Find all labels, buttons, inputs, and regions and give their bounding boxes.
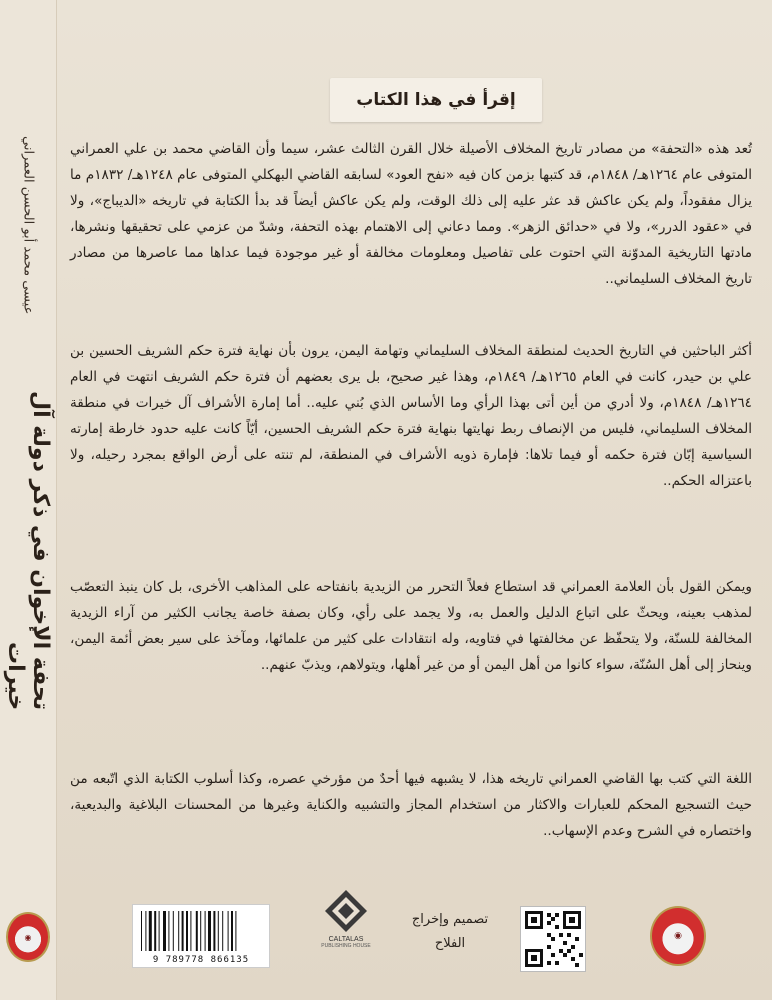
design-credit	[402, 908, 498, 956]
paragraph-2: أكثر الباحثين في التاريخ الحديث لمنطقة المخلاف السليماني وتهامة اليمن، يرون بأن نهاية فترة حكم الشريف الحسين بن علي بن حيدر، كانت في العام ١٢٦٥هـ/ ١٨٤٩م، وهذا غير صحيح، بل يرى بعضهم أن فترة حكم الشريف انتهت في العام ١٢٦٤هـ/ ١٨٤٨م، ولا أدري من أين أتى بهذا الرأي وما الأساس الذي بُني عليه.. أما إمارة الأشراف آل خيرات في منطقة المخلاف السليماني، فليس من الإنصاف ربط نهايتها بنهاية فترة حكم الشريف الحسين، أيّاً كانت عليه حدود خارطة إمارته السياسية إبّان فترة حكمه أو فيما تلاها: فإمارة ذويه الأشراف في المنطقة، لم تنته على أرض الواقع بمجرد رحيله، ولا باعتزاله الحكم..	[70, 343, 752, 489]
spine-author: عيسى محمد أبو الحسن العمراني	[20, 135, 36, 315]
barcode-icon	[141, 911, 261, 951]
barcode-digits: 9 789778 866135	[152, 955, 250, 965]
spine-title: تحفة الإخوان في ذكر دولة آل خيرات	[3, 390, 53, 710]
spine-publisher-logo-icon: ◉	[6, 912, 50, 962]
qr-code-icon	[521, 907, 585, 971]
publisher-subtitle: PUBLISHING HOUSE	[321, 943, 371, 949]
publisher-badge-icon: ◉	[650, 906, 706, 966]
paragraph-3: ويمكن القول بأن العلامة العمراني قد استطاع فعلاً التحرر من الزيدية بانفتاحه على المذاهب الأخرى، بل كان ينبذ التعصّب لمذهب بعينه، ويحثّ على اتباع الدليل والعمل به، ولا يجمد على رأي، وكان بصفة خاصة يجانب الكثير من آراء الزيدية المخالفة للسنّة، ولا يتحفّظ عن مخالفتها في فتاويه، وله انتقادات على كثير من علمائها، ومآخذ على سير بعض أئمة اليمن، وينحاز إلى أهل السُنّة، سواء كانوا من أهل اليمن أو من غير أهلها، ويتولاهم، ويذبّ عنهم..	[70, 579, 752, 673]
paragraph-4: اللغة التي كتب بها القاضي العمراني تاريخه هذا، لا يشبهه فيها أحدٌ من مؤرخي عصره، وكذا أسلوب الكتابة الذي اتّبعه من حيث التسجيع المحكم للعبارات والاكثار من استخدام المجاز والتشبيه والكناية وغيرها من المحسنات البلاغية والبديعية، واختصاره في الشرح وعدم الإسهاب..	[70, 771, 752, 839]
publisher-logo	[306, 888, 386, 968]
isbn-barcode	[132, 904, 270, 968]
credit-name: الفلاح	[434, 936, 466, 951]
qr-code	[520, 906, 586, 972]
credit-label: تصميم وإخراج	[411, 912, 489, 927]
heading-banner	[330, 78, 542, 122]
page-title: إقرأ في هذا الكتاب	[356, 90, 516, 110]
publisher-mark-icon	[323, 888, 369, 934]
book-spine	[0, 0, 57, 1000]
publisher-name: CALTALAS	[328, 936, 364, 943]
paragraph-1: تُعد هذه «التحفة» من مصادر تاريخ المخلاف الأصيلة خلال القرن الثالث عشر، سيما وأن القاضي محمد بن علي العمراني المتوفى عام ١٢٦٤هـ/ ١٨٤٨م، قد كتبها بزمن كان فيه «نفح العود» لسابقه القاضي البهكلي المتوفى عام ١٢٤٨هـ/ ١٨٣٢م ما يزال مفقوداً، ولم يكن عاكش قد عثر عليه إلى ذلك الوقت، ولم يكن عاكش أيضاً قد بدأ الكتابة في تاريخه «الديباج»، ولا في «عقود الدرر»، ولا في «حدائق الزهر». ومما دعاني إلى الاهتمام بهذه التحفة، وشدّ من عزمي على تحقيقها ونشرها، مادتها التاريخية المدوّنة التي احتوت على تفاصيل ومعلومات مخالفة أو غير موجودة فيما عداها مما عاصرها من مصادر تاريخ المخلاف السليماني..	[70, 141, 752, 287]
